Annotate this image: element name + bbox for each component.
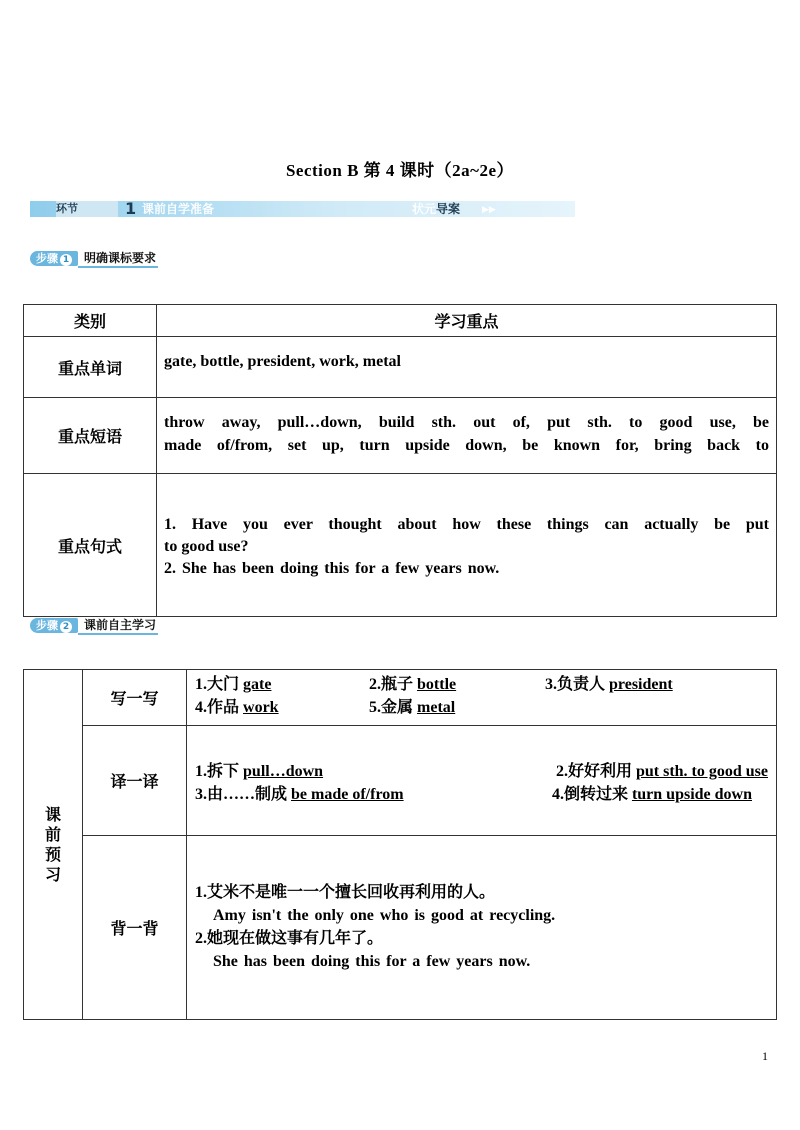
write-prefix: 4.作品 — [195, 699, 244, 716]
row-content-phrases — [157, 398, 777, 474]
sentence-line-2: to good use? — [164, 538, 249, 555]
write-answer: metal — [417, 699, 456, 716]
translate-prefix: 3.由……制成 — [195, 786, 292, 803]
row-label-phrases: 重点短语 — [24, 398, 157, 474]
step-tag — [30, 618, 78, 633]
banner-label: 课前自学准备 — [142, 202, 215, 216]
section-banner — [30, 201, 575, 217]
write-prefix: 1.大门 — [195, 676, 244, 693]
recite-line-4: She has been doing this for a few years now. — [213, 953, 531, 970]
translate-answer: be made of/from — [291, 786, 404, 803]
step-number: 1 — [60, 254, 72, 266]
side-label — [44, 805, 62, 885]
translate-prefix: 4.倒转过来 — [551, 786, 632, 803]
banner-prefix: 环节 — [56, 202, 78, 215]
row-content-words: gate, bottle, president, work, metal — [157, 337, 777, 398]
recite-line-2: Amy isn't the only one who is good at recycling. — [213, 907, 556, 924]
write-item — [369, 673, 545, 696]
step-number: 2 — [60, 621, 72, 633]
side-char: 预 — [44, 844, 61, 864]
banner-right-sub: 状元 — [412, 202, 437, 216]
write-item — [195, 696, 369, 719]
translate-answer: put sth. to good use — [635, 763, 768, 780]
write-item — [545, 673, 673, 696]
banner-number: 1 — [125, 199, 137, 218]
side-label-cell — [24, 670, 83, 1020]
translate-item — [552, 783, 752, 806]
side-char: 课 — [44, 804, 61, 824]
step-tag — [30, 251, 78, 266]
label-recite: 背一背 — [83, 836, 187, 1020]
translate-row-1 — [195, 760, 768, 783]
banner-right-main: 导案 — [436, 202, 461, 216]
preview-table — [23, 669, 777, 1020]
translate-item — [556, 760, 768, 783]
write-answer: gate — [243, 676, 272, 693]
phrases-line-2: made of/from, set up, turn upside down, be known for, bring back to — [164, 437, 769, 454]
write-prefix: 3.负责人 — [545, 676, 610, 693]
page-title: Section B 第 4 课时（2a~2e） — [285, 161, 515, 180]
recite-content — [187, 836, 777, 1020]
translate-item — [195, 760, 323, 783]
step-title: 明确课标要求 — [78, 251, 158, 268]
side-char: 习 — [44, 864, 61, 884]
write-row-1 — [195, 673, 768, 696]
translate-item — [195, 783, 404, 806]
write-prefix: 2.瓶子 — [369, 676, 418, 693]
step-tag-label: 步骤 — [36, 252, 58, 265]
phrases-line-1: throw away, pull…down, build sth. out of, put sth. to good use, be — [164, 414, 769, 431]
recite-line-1: 1.艾米不是唯一一个擅长回收再利用的人。 — [195, 884, 496, 901]
side-char: 前 — [44, 824, 61, 844]
row-label-words: 重点单词 — [24, 337, 157, 398]
translate-answer: turn upside down — [631, 786, 752, 803]
step-title: 课前自主学习 — [78, 618, 158, 635]
header-category: 类别 — [24, 305, 157, 337]
sentence-line-3: 2. She has been doing this for a few years now. — [164, 560, 500, 577]
write-prefix: 5.金属 — [369, 699, 418, 716]
header-focus: 学习重点 — [157, 305, 777, 337]
translate-prefix: 2.好好利用 — [555, 763, 636, 780]
double-arrow-icon: ▶▶ — [482, 204, 496, 214]
step-2-header — [30, 618, 158, 634]
write-answer: bottle — [417, 676, 457, 693]
row-content-sentences — [157, 474, 777, 617]
write-answer: work — [243, 699, 279, 716]
write-content — [187, 670, 777, 726]
step-tag-label: 步骤 — [36, 619, 58, 632]
step-1-header — [30, 251, 158, 267]
key-points-table — [23, 304, 777, 617]
write-row-2 — [195, 696, 768, 719]
sentence-line-1: 1. Have you ever thought about how these things can actually be put — [164, 516, 769, 533]
translate-content — [187, 726, 777, 836]
banner-right — [412, 201, 460, 217]
write-item — [369, 696, 455, 719]
translate-answer: pull…down — [243, 763, 324, 780]
recite-line-3: 2.她现在做这事有几年了。 — [195, 930, 384, 947]
label-write: 写一写 — [83, 670, 187, 726]
translate-prefix: 1.拆下 — [195, 763, 244, 780]
row-label-sentences: 重点句式 — [24, 474, 157, 617]
page-number: 1 — [762, 1049, 768, 1063]
write-item — [195, 673, 369, 696]
translate-row-2 — [195, 783, 768, 806]
banner-prefix-box — [56, 201, 118, 217]
write-answer: president — [609, 676, 673, 693]
label-translate: 译一译 — [83, 726, 187, 836]
